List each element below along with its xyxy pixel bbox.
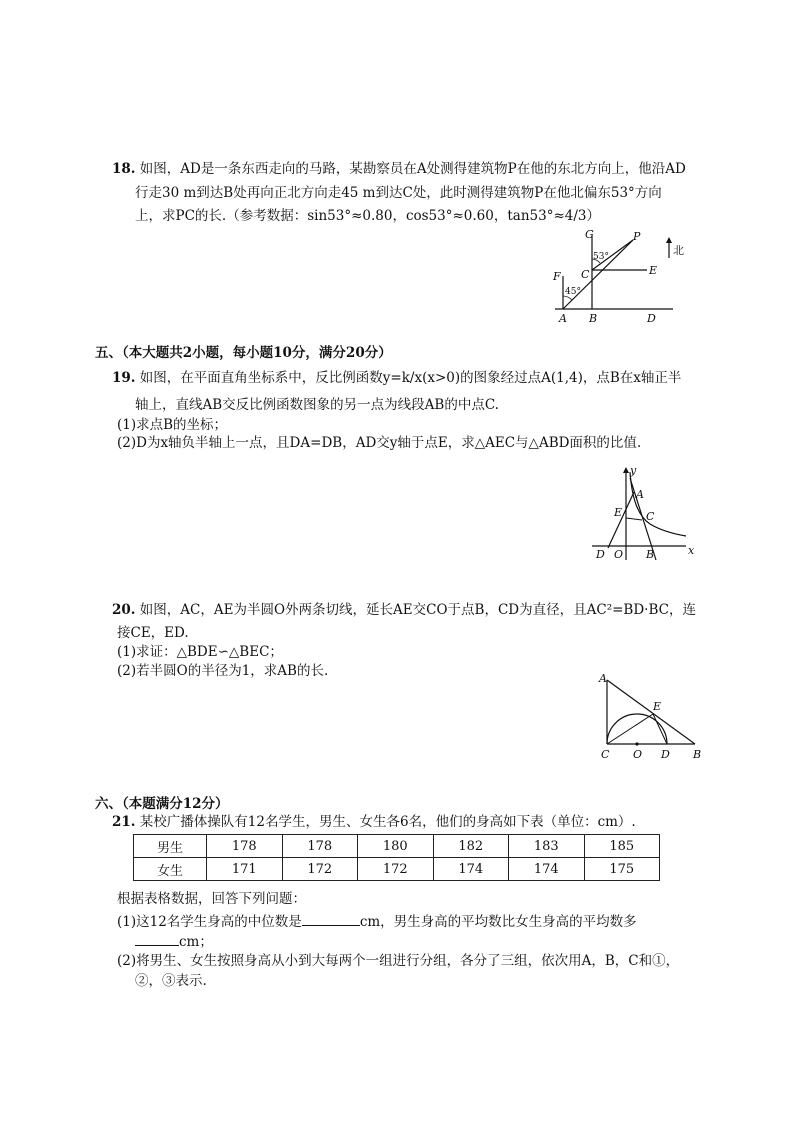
q19-label-c: C <box>646 510 655 523</box>
q18-label-d: D <box>647 312 656 325</box>
table-cell: 172 <box>358 858 434 881</box>
q21-part1-line2 <box>135 931 213 951</box>
q19-line2: 轴上，直线AB交反比例函数图象的另一点为线段AB的中点C. <box>135 397 499 413</box>
q19-label-a: A <box>636 488 644 501</box>
q21-part2-line2: ②，③表示. <box>135 973 207 989</box>
q18-angle-45: 45° <box>565 287 581 297</box>
q19-figure <box>590 464 700 564</box>
table-row <box>134 858 660 881</box>
q19-line1 <box>112 369 681 387</box>
q20-label-o: O <box>633 748 643 761</box>
table-cell: 180 <box>358 835 434 858</box>
q18-label-a: A <box>559 312 567 325</box>
q19-label-d: D <box>596 548 605 561</box>
q20-label-b: B <box>693 748 702 761</box>
q18-label-north: 北 <box>673 244 684 257</box>
q20-label-e: E <box>653 700 662 713</box>
q18-line1 <box>112 160 686 178</box>
q21-part1-line1 <box>117 911 637 931</box>
q21-part1b: cm，男生身高的平均数比女生身高的平均数多 <box>359 914 637 930</box>
q20-label-d: D <box>661 748 670 761</box>
q21-intro-line <box>112 813 636 831</box>
table-cell: 174 <box>433 858 509 881</box>
q18-label-f: F <box>553 270 561 283</box>
q19-text-line1: 如图，在平面直角坐标系中，反比例函数y=k/x(x>0)的图象经过点A(1,4)，点B在x轴正半 <box>139 370 682 386</box>
q18-line3: 上，求PC的长.（参考数据：sin53°≈0.80，cos53°≈0.60，tan53°≈4/3） <box>135 208 600 224</box>
table-cell: 185 <box>584 835 660 858</box>
table-cell: 175 <box>584 858 660 881</box>
q21-part2-line1: (2)将男生、女生按照身高从小到大每两个一组进行分组，各分了三组，依次用A，B，C和①， <box>117 953 680 969</box>
table-cell: 178 <box>207 835 283 858</box>
q18-number: 18. <box>112 161 136 177</box>
q18-text-line1: 如图，AD是一条东西走向的马路，某勘察员在A处测得建筑物P在他的东北方向上，他沿AD <box>139 161 686 177</box>
q18-label-p: P <box>633 230 641 243</box>
q21-intro: 某校广播体操队有12名学生，男生、女生各6名，他们的身高如下表（单位：cm）. <box>139 814 636 830</box>
section-6-heading: 六、（本题满分12分） <box>95 796 229 812</box>
table-row <box>134 835 660 858</box>
q20-text-line1: 如图，AC，AE为半圆O外两条切线，延长AE交CO于点B，CD为直径，且AC²=BD·BC，连 <box>139 602 696 618</box>
q19-part1: (1)求点B的坐标； <box>117 417 228 433</box>
table-cell: 182 <box>433 835 509 858</box>
q20-line1 <box>112 601 696 619</box>
q18-label-e: E <box>649 264 658 277</box>
q21-part1c: cm； <box>179 934 213 950</box>
table-row-header: 男生 <box>134 835 207 858</box>
q18-figure <box>545 228 715 328</box>
table-cell: 174 <box>509 858 585 881</box>
q18-label-b: B <box>589 312 598 325</box>
table-cell: 171 <box>207 858 283 881</box>
mean-diff-answer-blank[interactable] <box>135 931 179 946</box>
q18-label-c: C <box>581 268 590 281</box>
q20-part1: (1)求证：△BDE∽△BEC； <box>117 644 283 660</box>
q21-number: 21. <box>112 814 136 830</box>
q20-part2: (2)若半圆O的半径为1，求AB的长. <box>117 663 329 679</box>
q18-label-g: G <box>585 228 594 241</box>
q19-label-o: O <box>614 548 624 561</box>
q21-prompt: 根据表格数据，回答下列问题： <box>117 891 306 907</box>
q19-label-x: x <box>688 544 695 557</box>
section-5-heading: 五、（本大题共2小题，每小题10分，满分20分） <box>95 345 392 361</box>
table-cell: 178 <box>282 835 358 858</box>
table-cell: 172 <box>282 858 358 881</box>
q20-figure <box>597 672 707 762</box>
table-row-header: 女生 <box>134 858 207 881</box>
q20-label-c: C <box>601 748 610 761</box>
q18-line2: 行走30 m到达B处再向正北方向走45 m到达C处，此时测得建筑物P在他北偏东53°方向 <box>135 185 662 201</box>
q19-label-e: E <box>614 506 623 519</box>
q20-label-a: A <box>599 672 607 685</box>
q20-line2: 接CE，ED. <box>117 625 189 641</box>
q21-part1a: (1)这12名学生身高的中位数是 <box>117 914 302 930</box>
heights-table <box>133 834 660 881</box>
q19-number: 19. <box>112 370 136 386</box>
q19-part2: (2)D为x轴负半轴上一点，且DA=DB，AD交y轴于点E，求△AEC与△ABD面积的比值. <box>117 435 642 451</box>
q20-number: 20. <box>112 602 136 618</box>
table-cell: 183 <box>509 835 585 858</box>
q18-angle-53: 53° <box>593 252 609 262</box>
q19-label-y: y <box>630 464 637 477</box>
q19-label-b: B <box>646 548 655 561</box>
median-answer-blank[interactable] <box>302 911 360 926</box>
